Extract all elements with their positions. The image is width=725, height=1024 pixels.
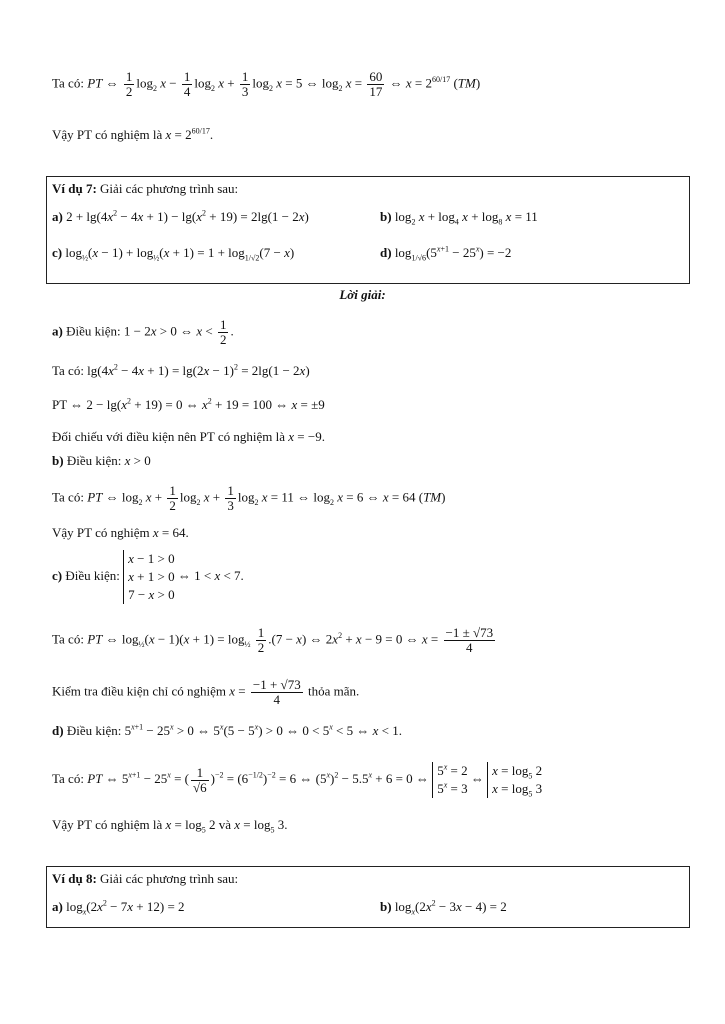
example-8-part-b: b) $\log_x(2x^2 - 3x - 4) = 2$ [380,898,507,917]
example-7-part-a: a) $2 + \lg(4x^2 - 4x + 1) - \lg(x^2 + 19) = 2\lg(1 - 2x)$ [52,208,309,224]
part-b-condition: b) Điều kiện: x > 0 [52,453,151,468]
example-8-part-a: a) $\log_x(2x^2 - 7x + 12) = 2$ [52,898,185,917]
part-c-check: Kiểm tra điều kiện chỉ có nghiệm x = $\frac{-1 + √73}{4}$ thỏa mãn. [52,677,360,707]
part-a-condition: a) Điều kiện: 1 − 2x > 0 ⇔ x < $\frac{1}{2}$ . [52,317,234,347]
example-7-part-c: c) $\log_{\frac{1}{2}}(x - 1) + \log_{\frac{1}{2}}(x + 1) = 1 + \log_{1/√2}(7 - x)$ [52,245,295,263]
part-d-result: Vậy PT có nghiệm là $x = \log_5 2$ và $x = \log_5 3$. [52,817,288,835]
example-8-heading [52,870,238,888]
part-c-transform: Ta có: PT ⇔ $\log_{\frac{1}{2}}(x - 1)(x + 1) = \log_{\frac{1}{2}}$ $\frac{1}{2}$ .(7 − x) ⇔ $2x^2 + x - 9 = 0$ ⇔ x = $\frac{-1 \pm √73}{4}$ [52,625,494,655]
example-7-part-b: b) $\log_2 x + \log_4 x + \log_8 x = 11$ [380,209,538,227]
solution-heading: Lời giải: [339,287,386,302]
equation-line-1: Ta có: PT ⇔ $\frac{1}{2}$ $\log_2 x$ − $\frac{1}{4}$ $\log_2 x$ + $\frac{1}{3}$ $\log_2 x = 5$ ⇔ $\log_2 x$ = $\frac{60}{17}$ ⇔ $x = 2^{60/17}$ (TM) [52,69,481,99]
part-a-transform: Ta có: $\lg(4x^2 - 4x + 1) = \lg(2x - 1)^2 = 2\lg(1 - 2x)$ [52,362,310,378]
example-8-text: Giải các phương trình sau: [100,871,239,886]
part-a-equation: PT ⇔ $2 - \lg(x^2 + 19) = 0$ ⇔ $x^2 + 19 = 100$ ⇔ x = ±9 [52,396,325,412]
example-8-title: Ví dụ 8: [52,871,97,886]
condition-system: x − 1 > 0 x + 1 > 0 7 − x > 0 [123,550,174,604]
part-c-condition: c) Điều kiện: x − 1 > 0 x + 1 > 0 7 − x > 0 ⇔ 1 < x < 7. [52,551,244,602]
part-a-result: Đối chiếu với điều kiện nên PT có nghiệm là x = −9. [52,429,325,444]
example-7-text: Giải các phương trình sau: [100,181,239,196]
part-d-transform: Ta có: PT ⇔ $5^{x+1} - 25^x$ = ( $\frac{1}{√6}$ )$^{-2} = (6^{-1/2})^{-2} = 6$ ⇔ $(5^x)^2 - 5.5^x + 6 = 0$ ⇔ $5^x = 2$ $5^x = 3$ ⇔ $x = \log_5 2$ $x = \log_5 3$ [52,762,543,799]
example-7-heading [52,180,238,198]
part-b-result: Vậy PT có nghiệm x = 64. [52,525,189,540]
part-b-transform: Ta có: PT ⇔ $\log_2 x$ + $\frac{1}{2}$ $\log_2 x$ + $\frac{1}{3}$ $\log_2 x = 11$ ⇔ $\log_2 x = 6$ ⇔ x = 64 (TM) [52,483,446,513]
example-7-title: Ví dụ 7: [52,181,97,196]
conclusion-line-1: Vậy PT có nghiệm là $x = 2^{60/17}$. [52,126,214,142]
example-7-part-d: d) $\log_{1/√6}(5^{x+1} - 25^x) = -2$ [380,244,512,263]
part-d-condition: d) Điều kiện: $5^{x+1} - 25^x > 0$ ⇔ $5^x(5 - 5^x) > 0$ ⇔ $0 < 5^x < 5$ ⇔ x < 1. [52,722,402,738]
